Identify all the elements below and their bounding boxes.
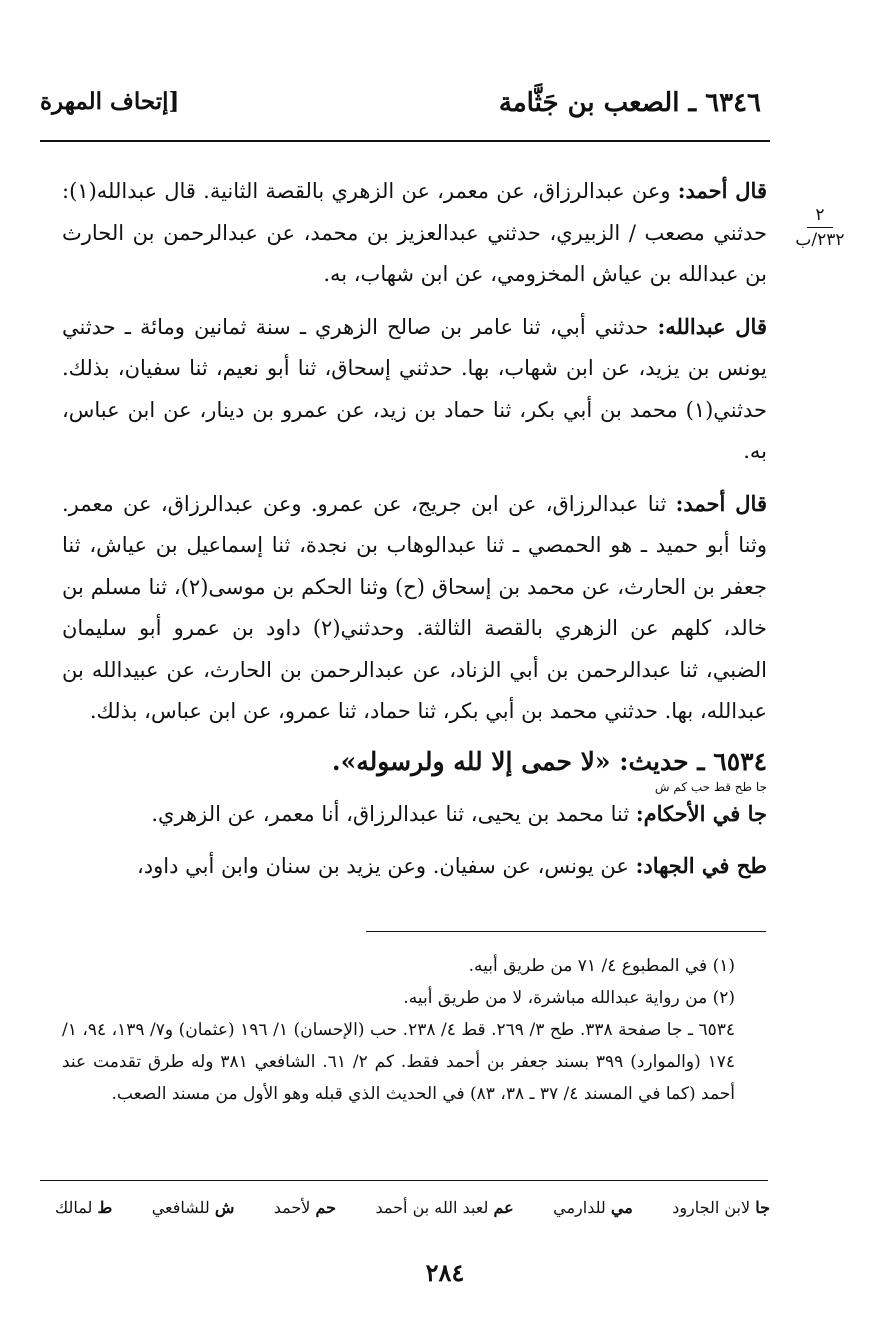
header-divider xyxy=(40,140,770,142)
paragraph-text: وعن عبدالرزاق، عن معمر، عن الزهري بالقصة الثانية. قال عبدالله(١): حدثني مصعب / الزبيري، حدثني عبدالعزيز بن محمد، عن عبدالرحمن بن الحارث بن عبدالله بن عياش المخزومي، عن ابن شهاب، به. xyxy=(62,179,767,286)
hadith-line xyxy=(62,793,767,836)
paragraph-speaker: قال أحمد: xyxy=(677,178,767,203)
book-title: [إتحاف المهرة xyxy=(40,88,180,115)
hadith-line-text: عن يونس، عن سفيان. وعن يزيد بن سنان وابن أبي داود، xyxy=(136,854,629,878)
paragraph-speaker: قال أحمد: xyxy=(675,490,767,516)
hadith-line xyxy=(62,845,767,888)
paragraph xyxy=(62,483,767,733)
hadith-title: ٦٥٣٤ ـ حديث: «لا حمى إلا لله ولرسوله». xyxy=(331,746,767,776)
abbreviation: حم لأحمد xyxy=(273,1198,337,1217)
margin-note-divider xyxy=(807,227,833,228)
footnote: (١) في المطبوع ٤/ ٧١ من طريق أبيه. xyxy=(468,956,735,976)
paragraph xyxy=(62,170,767,296)
abbreviation: مي للدارمي xyxy=(553,1198,633,1217)
paragraph xyxy=(62,306,767,473)
main-text xyxy=(62,170,767,898)
abbreviation: عم لعبد الله بن أحمد xyxy=(375,1198,514,1217)
abbreviations-divider xyxy=(40,1180,768,1181)
footnotes xyxy=(62,950,767,1110)
paragraph-speaker: قال عبدالله: xyxy=(657,313,767,339)
hadith-line-text: ثنا محمد بن يحيى، ثنا عبدالرزاق، أنا معمر، عن الزهري. xyxy=(151,801,630,826)
paragraph-text: حدثني أبي، ثنا عامر بن صالح الزهري ـ سنة ثمانين ومائة ـ حدثني يونس بن يزيد، عن ابن شهاب، بها. حدثني إسحاق، ثنا أبو نعيم، ثنا سفيان، بذلك. حدثني(١) محمد بن أبي بكر، ثنا حماد بن زيد، عن عمرو بن دينار، عن ابن عباس، به. xyxy=(62,314,767,463)
hadith-line-speaker: طح في الجهاد: xyxy=(635,853,767,878)
page-number: ٢٨٤ xyxy=(425,1258,465,1287)
section-title: ٦٣٤٦ ـ الصعب بن جَثَّامة xyxy=(498,88,761,118)
footnote-reference: ٦٥٣٤ ـ جا صفحة ٣٣٨. طح ٣/ ٢٦٩. قط ٤/ ٢٣٨. حب (الإحسان) ١/ ١٩٦ (عثمان) و٧/ ١٣٩، ٩٤، ١/ ١٧٤ (والموارد) ٣٩٩ بسند جعفر بن أحمد فقط. كم ٢/ ٦١. الشافعي ٣٨١ وله طرق تقدمت عند أحمد (كما في المسند ٤/ ٣٧ ـ ٣٨، ٨٣) في الحديث الذي قبله وهو الأول من مسند الصعب. xyxy=(62,1020,735,1104)
abbreviations-legend xyxy=(55,1195,770,1221)
abbreviation: ش للشافعي xyxy=(151,1198,235,1217)
margin-note xyxy=(782,205,858,250)
abbreviation: ط لمالك xyxy=(55,1198,113,1217)
source-marks: جا طح قط حب كم ش xyxy=(654,779,767,794)
abbreviation: جا لابن الجارود xyxy=(672,1198,770,1217)
footnote: (٢) من رواية عبدالله مباشرة، لا من طريق أبيه. xyxy=(403,988,735,1008)
hadith-line-speaker: جا في الأحكام: xyxy=(635,800,767,826)
margin-note-top: ٢ xyxy=(815,205,825,225)
footnote-divider xyxy=(366,931,766,932)
paragraph-text: ثنا عبدالرزاق، عن ابن جريج، عن عمرو. وعن عبدالرزاق، عن معمر. وثنا أبو حميد ـ هو الحمصي ـ ثنا عبدالوهاب بن نجدة، ثنا إسماعيل بن عياش، ثنا جعفر بن الحارث، عن محمد بن إسحاق (ح) وثنا الحكم بن موسى(٢)، ثنا مسلم بن خالد، كلهم عن الزهري بالقصة الثالثة. وحدثني(٢) داود بن عمرو أبو سليمان الضبي، ثنا عبدالرحمن بن أبي الزناد، عن عبدالرحمن بن الحارث، عن عبيدالله بن عبدالله، بها. حدثني محمد بن أبي بكر، ثنا حماد، ثنا عمرو، عن ابن عباس، بذلك. xyxy=(62,491,767,723)
margin-note-bottom: ٢٣٢/ب xyxy=(795,230,845,250)
